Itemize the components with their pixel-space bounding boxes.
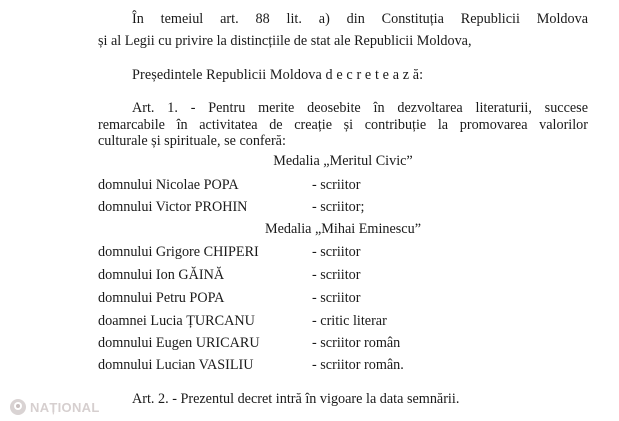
- recipient-name: domnului Grigore CHIPERI: [98, 244, 259, 260]
- preamble-line-1: În temeiul art. 88 lit. a) din Constituția Republicii Moldova: [132, 11, 588, 27]
- recipient-role: - scriitor: [312, 177, 361, 193]
- recipient-name: domnului Nicolae POPA: [98, 177, 239, 193]
- recipient-name: domnului Petru POPA: [98, 290, 225, 306]
- recipient-role: - scriitor: [312, 244, 361, 260]
- decree-phrase: Președintele Republicii Moldova d e c r e t e a z ă:: [132, 67, 424, 83]
- recipient-role: - scriitor român.: [312, 357, 404, 373]
- national-logo-icon: [10, 399, 26, 415]
- recipient-name: domnului Ion GĂINĂ: [98, 267, 225, 283]
- article-1-line-3: culturale și spirituale, se conferă:: [98, 133, 286, 149]
- recipient-role: - scriitor: [312, 267, 361, 283]
- article-2: Art. 2. - Prezentul decret intră în vigoare la data semnării.: [132, 391, 460, 407]
- watermark-logo: [10, 398, 100, 416]
- article-1-line-1: Art. 1. - Pentru merite deosebite în dezvoltarea literaturii, succese: [132, 100, 588, 116]
- recipient-role: - scriitor: [312, 290, 361, 306]
- recipient-name: domnului Victor PROHIN: [98, 199, 248, 215]
- medal-2-title: Medalia „Mihai Eminescu”: [264, 221, 421, 237]
- recipient-name: domnului Eugen URICARU: [98, 335, 260, 351]
- preamble-line-2: și al Legii cu privire la distincțiile de stat ale Republicii Moldova,: [98, 33, 472, 49]
- recipient-role: - scriitor român: [312, 335, 401, 351]
- recipient-name: doamnei Lucia ȚURCANU: [98, 313, 255, 329]
- article-1-line-2: remarcabile în activitatea de creație și contribuție la promovarea valorilor: [98, 117, 588, 133]
- recipient-role: - scriitor;: [312, 199, 365, 215]
- watermark-text: NAȚIONAL: [30, 399, 100, 415]
- recipient-name: domnului Lucian VASILIU: [98, 357, 254, 373]
- recipient-role: - critic literar: [312, 313, 387, 329]
- medal-1-title: Medalia „Meritul Civic”: [273, 153, 413, 169]
